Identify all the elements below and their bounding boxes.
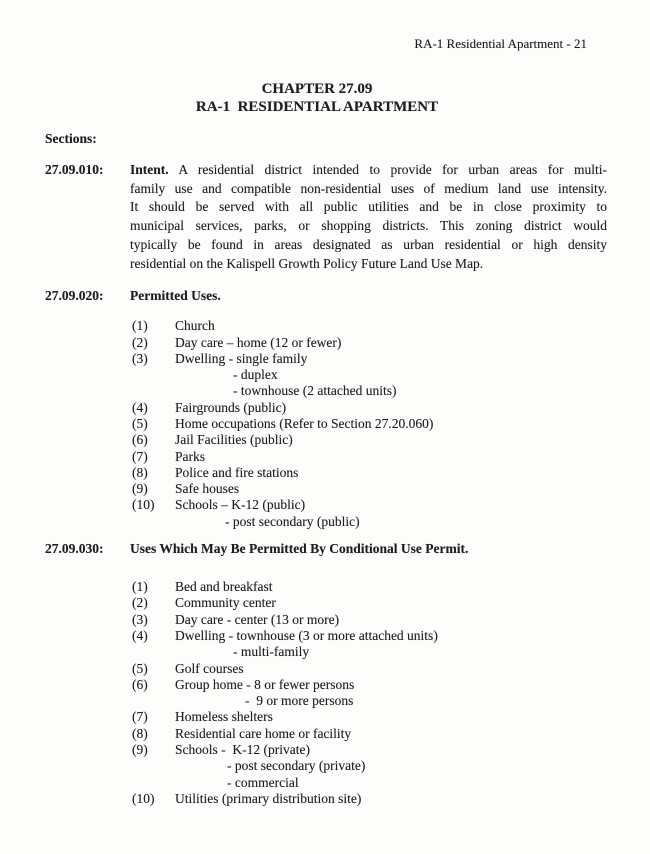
intent-line: residential on the Kalispell Growth Policy Future Land Use Map. (130, 255, 484, 271)
list-item (132, 661, 607, 677)
item-text: Schools – K-12 (public) (175, 497, 306, 513)
intent-heading: Intent. (130, 162, 169, 177)
intent-line-text: A residential district intended to provide for urban areas for multi- (178, 162, 607, 177)
list-subitem: - commercial (227, 774, 299, 790)
list-item (132, 709, 607, 725)
item-text: Police and fire stations (175, 464, 299, 480)
list-item (132, 351, 607, 367)
item-text: Utilities (primary distribution site) (175, 790, 362, 806)
item-text: Jail Facilities (public) (175, 432, 293, 448)
list-item (132, 497, 607, 513)
section-number: 27.09.020: (45, 288, 104, 304)
item-text: Bed and breakfast (175, 579, 273, 595)
list-item (132, 416, 607, 432)
item-text: Schools - K-12 (private) (175, 742, 310, 758)
item-text: Group home - 8 or fewer persons (175, 676, 355, 692)
item-number: (3) (132, 611, 148, 627)
chapter-number-line: CHAPTER 27.09 (261, 81, 373, 97)
item-number: (5) (132, 660, 148, 676)
item-text: Church (175, 318, 215, 334)
section-intent (45, 161, 607, 273)
item-text: Residential care home or facility (175, 725, 352, 741)
list-subitem: - multi-family (233, 644, 310, 660)
list-subitem: - 9 or more persons (245, 693, 354, 709)
item-text: Homeless shelters (175, 709, 273, 725)
list-item (132, 612, 607, 628)
item-number: (2) (132, 334, 148, 350)
list-subitem: - post secondary (private) (227, 758, 366, 774)
item-text: Safe houses (175, 481, 240, 497)
item-text: Dwelling - single family (175, 350, 308, 366)
item-text: Fairgrounds (public) (175, 399, 287, 415)
section-conditional-uses-heading (45, 541, 607, 557)
item-number: (9) (132, 481, 148, 497)
intent-line: It should be served with all public utilities and be in close proximity to (130, 199, 607, 215)
sections-label: Sections: (45, 131, 97, 146)
item-number: (8) (132, 725, 148, 741)
intent-line: typically be found in areas designated as urban residential or high density (130, 236, 607, 252)
list-subitem: - duplex (233, 367, 278, 383)
list-item (132, 432, 607, 448)
item-text: Dwelling - townhouse (3 or more attached units) (175, 627, 438, 643)
list-item (132, 677, 607, 693)
list-item (132, 449, 607, 465)
intent-paragraph (130, 161, 607, 273)
intent-line: municipal services, parks, or shopping districts. This zoning district would (130, 218, 607, 234)
item-number: (2) (132, 595, 148, 611)
permitted-uses-list (45, 318, 607, 530)
item-number: (1) (132, 579, 148, 595)
section-heading: Permitted Uses. (130, 288, 221, 304)
list-item (132, 791, 607, 807)
item-number: (10) (132, 790, 155, 806)
item-text: Home occupations (Refer to Section 27.20.060) (175, 416, 434, 431)
chapter-title (0, 80, 650, 116)
item-number: (5) (132, 416, 148, 431)
item-number: (4) (132, 627, 148, 643)
conditional-uses-list (45, 579, 607, 807)
item-number: (4) (132, 399, 148, 415)
intent-line (130, 161, 607, 180)
item-text: Community center (175, 595, 276, 611)
page-running-header: RA-1 Residential Apartment - 21 (414, 36, 587, 51)
list-item (132, 335, 607, 351)
item-number: (3) (132, 350, 148, 366)
item-text: Parks (175, 448, 205, 464)
chapter-name-line: RA-1 RESIDENTIAL APARTMENT (195, 99, 439, 115)
item-number: (6) (132, 676, 148, 692)
list-item (132, 465, 607, 481)
section-number: 27.09.010: (45, 162, 104, 177)
item-number: (1) (132, 318, 148, 334)
list-item (132, 481, 607, 497)
item-text: Golf courses (175, 660, 244, 676)
item-number: (6) (132, 432, 148, 448)
list-item (132, 628, 607, 644)
list-item (132, 726, 607, 742)
item-number: (9) (132, 742, 148, 758)
item-number: (10) (132, 497, 155, 513)
item-number: (8) (132, 464, 148, 480)
list-item (132, 595, 607, 611)
item-number: (7) (132, 709, 148, 725)
page-content (0, 161, 650, 807)
section-number: 27.09.030: (45, 541, 104, 557)
document-page (0, 36, 650, 854)
list-subitem: - post secondary (public) (225, 513, 360, 529)
item-number: (7) (132, 448, 148, 464)
item-text: Day care – home (12 or fewer) (175, 334, 342, 350)
item-text: Day care - center (13 or more) (175, 611, 340, 627)
section-permitted-uses-heading (45, 288, 607, 304)
list-subitem: - townhouse (2 attached units) (233, 383, 397, 399)
intent-line: family use and compatible non-residential uses of medium land use intensity. (130, 180, 607, 196)
section-heading: Uses Which May Be Permitted By Conditional Use Permit. (130, 541, 469, 557)
list-item (132, 318, 607, 334)
list-item (132, 742, 607, 758)
list-item (132, 579, 607, 595)
list-item (132, 400, 607, 416)
